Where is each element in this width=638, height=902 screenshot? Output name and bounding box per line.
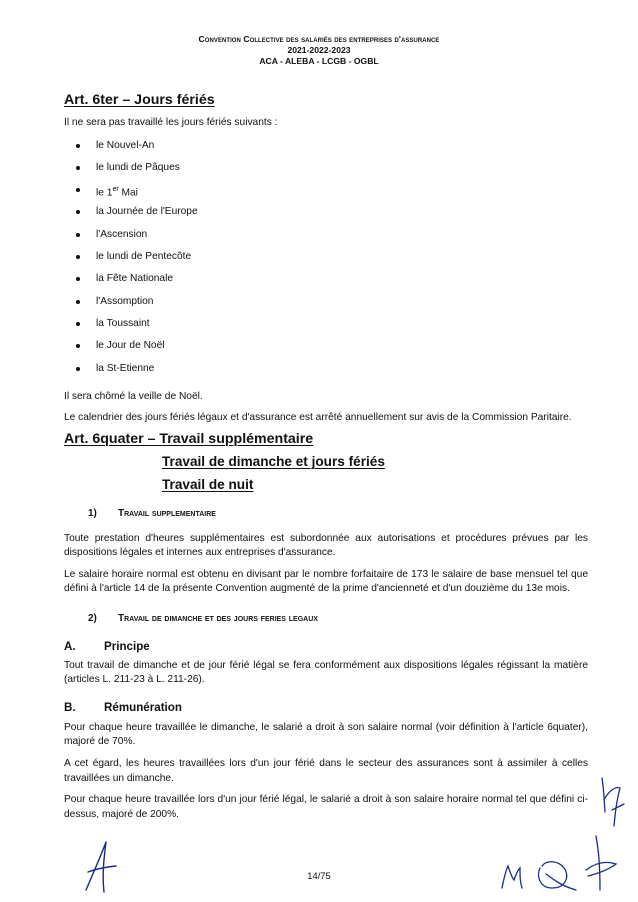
section-1-title: Travail supplementaire: [118, 508, 216, 520]
header-convention-title: Convention Collective des salariés des entreprises d'assurance: [198, 34, 440, 44]
holiday-list: [64, 139, 588, 384]
list-item: le Nouvel-An: [64, 139, 588, 161]
list-item: la Journée de l'Europe: [64, 205, 588, 227]
handwritten-initials-right-margin: [598, 770, 628, 830]
list-item: la Fête Nationale: [64, 272, 588, 294]
list-item: la St-Etienne: [64, 362, 588, 384]
list-item: le lundi de Pentecôte: [64, 250, 588, 272]
subsection-a-title: Principe: [104, 639, 150, 653]
subsection-b-title: Rémunération: [104, 700, 182, 714]
list-item: l'Ascension: [64, 228, 588, 250]
list-item: l'Assomption: [64, 295, 588, 317]
handwritten-signatures-bottom-right: [496, 830, 626, 900]
document-body: [64, 92, 588, 822]
document-header: [0, 34, 638, 67]
list-item: le Jour de Noël: [64, 339, 588, 361]
section-2-title: Travail de dimanche et des jours feries legaux: [118, 613, 318, 625]
page-number: 14/75: [307, 870, 331, 881]
calendar-note: Le calendrier des jours fériés légaux et d'assurance est arrêté annuellement sur avis de la Commission Paritaire.: [64, 412, 572, 424]
subsection-b-heading: [64, 700, 588, 715]
section-2-heading: [64, 611, 588, 627]
list-item: la Toussaint: [64, 317, 588, 339]
article-6quater-subtitle-sunday: Travail de dimanche et jours fériés: [162, 454, 385, 470]
subsection-b-text-2: A cet égard, les heures travaillées lors d'un jour férié dans le secteur des assurances sont à assimiler à celles travaillées un dimanche.: [64, 757, 588, 784]
subsection-b-text-3: Pour chaque heure travaillée lors d'un jour férié légal, le salarié a droit à son salaire horaire normal tel que défini ci-dessus, majoré de 200%.: [64, 794, 588, 820]
subsection-a-letter: A.: [64, 639, 76, 653]
article-6quater-title: Art. 6quater – Travail supplémentaire: [64, 431, 314, 448]
subsection-a-text: Tout travail de dimanche et de jour férié légal se fera conformément aux dispositions légales régissant la matière (articles L. 211-23 à L. 211-26).: [64, 659, 588, 686]
subsection-a-heading: [64, 639, 588, 654]
article-6ter-title: Art. 6ter – Jours fériés: [64, 92, 215, 108]
section-1-paragraph-2: Le salaire horaire normal est obtenu en divisant par le nombre forfaitaire de 173 le salaire de base mensuel tel que défini à l'article 14 de la présente Convention augmenté de la prime d'ancienneté et d'un douzième du 13e mois.: [64, 568, 588, 595]
subsection-b-text-1: Pour chaque heure travaillée le dimanche, le salarié a droit à son salaire normal (voir définition à l'article 6quater), majoré de 70%.: [64, 721, 588, 748]
section-1-paragraph-1: Toute prestation d'heures supplémentaires est subordonnée aux autorisations et procédures prévues par les dispositions légales et internes aux entreprises d'assurance.: [64, 532, 588, 559]
article-6quater-subtitle-night: Travail de nuit: [162, 477, 254, 493]
handwritten-initials-left: [80, 836, 120, 896]
section-1-number: 1): [88, 508, 97, 520]
subsection-b-letter: B.: [64, 700, 76, 714]
christmas-eve-note: Il sera chômé la veille de Noël.: [64, 390, 203, 402]
section-2-number: 2): [88, 613, 97, 625]
list-item: le lundi de Pâques: [64, 161, 588, 183]
article-6ter-intro: Il ne sera pas travaillé les jours fériés suivants :: [64, 117, 278, 128]
header-unions: ACA - ALEBA - LCGB - OGBL: [259, 56, 379, 66]
section-1-heading: [64, 506, 588, 522]
header-years: 2021-2022-2023: [287, 45, 351, 55]
list-item: le 1er Mai: [64, 183, 588, 205]
